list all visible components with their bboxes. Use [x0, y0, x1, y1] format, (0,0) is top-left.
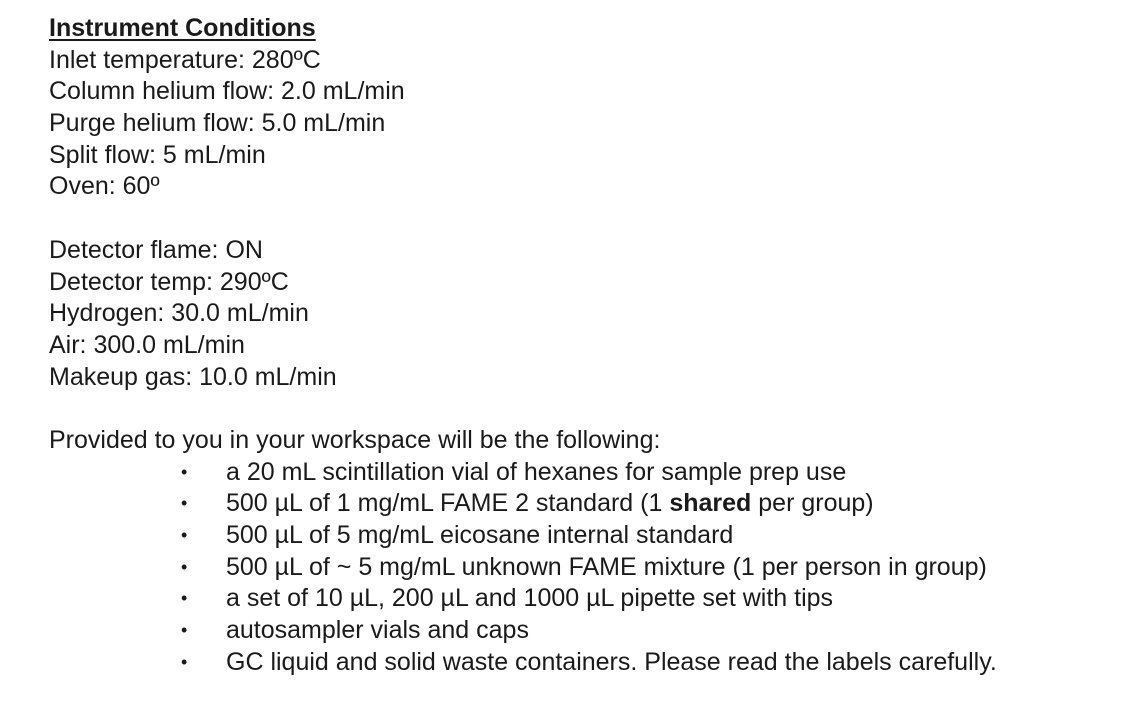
workspace-items-list — [49, 457, 1119, 679]
list-item — [49, 552, 1119, 584]
list-item — [49, 647, 1119, 679]
bullet-icon: • — [181, 461, 188, 482]
list-item — [49, 520, 1119, 552]
spacer — [49, 203, 1119, 235]
item-text: autosampler vials and caps — [226, 616, 529, 645]
list-item — [49, 457, 1119, 489]
detector-flame-line: Detector flame: ON — [49, 235, 263, 264]
workspace-intro: Provided to you in your workspace will be the following: — [49, 425, 661, 454]
air-line: Air: 300.0 mL/min — [49, 330, 245, 359]
oven-line: Oven: 60º — [49, 172, 160, 201]
bullet-icon: • — [181, 620, 188, 641]
detector-temp-line: Detector temp: 290ºC — [49, 267, 289, 296]
makeup-gas-line: Makeup gas: 10.0 mL/min — [49, 362, 337, 391]
item-text-bold: shared — [669, 489, 752, 518]
list-item — [49, 583, 1119, 615]
column-helium-flow-line: Column helium flow: 2.0 mL/min — [49, 77, 405, 106]
item-text: a set of 10 µL, 200 µL and 1000 µL pipette set with tips — [226, 584, 834, 613]
item-text-before: 500 µL of 1 mg/mL FAME 2 standard (1 — [226, 489, 670, 518]
hydrogen-line: Hydrogen: 30.0 mL/min — [49, 299, 309, 328]
list-item — [49, 615, 1119, 647]
bullet-icon: • — [181, 556, 188, 577]
item-text: a 20 mL scintillation vial of hexanes for sample prep use — [226, 457, 847, 486]
instrument-conditions-heading: Instrument Conditions — [49, 14, 316, 42]
bullet-icon: • — [181, 651, 188, 672]
bullet-icon: • — [181, 588, 188, 609]
item-text-after: per group) — [751, 489, 874, 518]
bullet-icon: • — [181, 493, 188, 514]
item-text: 500 µL of 5 mg/mL eicosane internal standard — [226, 521, 734, 549]
bullet-icon: • — [181, 525, 188, 545]
inlet-temperature-line: Inlet temperature: 280ºC — [49, 45, 321, 74]
split-flow-line: Split flow: 5 mL/min — [49, 140, 266, 169]
purge-helium-flow-line: Purge helium flow: 5.0 mL/min — [49, 109, 386, 138]
list-item — [49, 488, 1119, 520]
document-body — [49, 13, 1119, 678]
item-text: GC liquid and solid waste containers. Please read the labels carefully. — [226, 647, 997, 676]
item-text: 500 µL of ~ 5 mg/mL unknown FAME mixture (1 per person in group) — [226, 552, 987, 581]
spacer — [49, 393, 1119, 425]
